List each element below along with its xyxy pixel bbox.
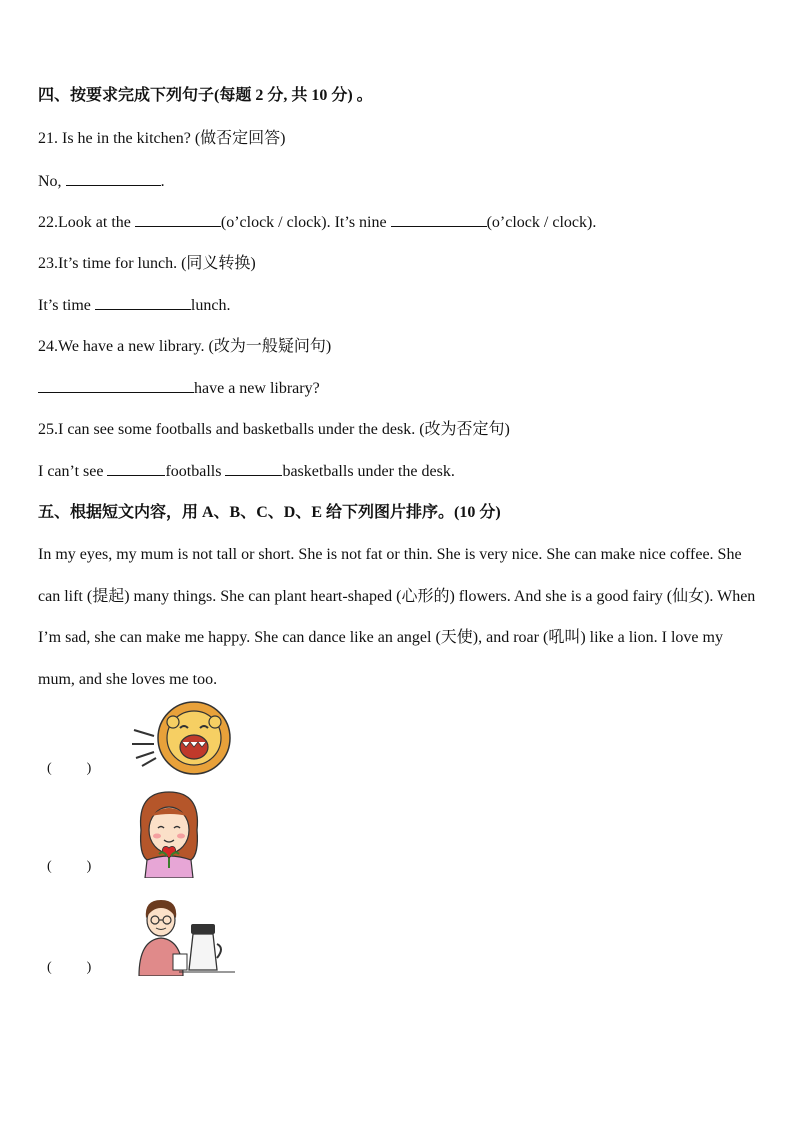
q23-answer-suffix: lunch. bbox=[190, 297, 231, 314]
q24-answer-line bbox=[38, 378, 320, 399]
q21-answer-prefix: No, bbox=[38, 173, 62, 190]
q24-blank[interactable] bbox=[38, 378, 194, 393]
q21-prompt: 21. Is he in the kitchen? (做否定回答) bbox=[38, 130, 286, 147]
q25-blank-1[interactable] bbox=[107, 461, 165, 476]
roaring-lion-picture bbox=[130, 700, 234, 778]
section5-heading: 五、根据短文内容，用 A、B、C、D、E 给下列图片排序。(10 分) bbox=[38, 504, 501, 521]
q25-blank-2[interactable] bbox=[225, 461, 282, 476]
section5-passage: In my eyes, my mum is not tall or short. She is not fat or thin. She is very nice. She can make nice coffee. She can lift (提起) many things. She can plant heart-shaped (心形的) flowers. And she is a good fairy (仙女). When I’m sad, she can make me happy. She can dance like an angel (天使), and roar (吼叫) like a lion. I love my mum, and she loves me too. bbox=[38, 546, 756, 689]
roar-lines-icon bbox=[132, 730, 156, 766]
woman-making-coffee-picture bbox=[131, 894, 235, 976]
coffee-maker-icon bbox=[173, 924, 235, 972]
q25-answer-line bbox=[38, 461, 455, 482]
q24-answer-suffix: have a new library? bbox=[194, 380, 320, 397]
q22-part3: (o’clock / clock). bbox=[486, 214, 597, 231]
section4-heading: 四、按要求完成下列句子(每题 2 分, 共 10 分) 。 bbox=[38, 87, 373, 104]
q23-blank[interactable] bbox=[95, 295, 191, 310]
q25-answer-part2: footballs bbox=[165, 463, 222, 480]
q21-blank[interactable] bbox=[66, 171, 161, 186]
q21-answer-suffix: . bbox=[160, 173, 165, 190]
q25-answer-part1: I can’t see bbox=[38, 463, 104, 480]
q23-answer-prefix: It’s time bbox=[38, 297, 91, 314]
q25-answer-part3: basketballs under the desk. bbox=[282, 463, 455, 480]
q24-prompt: 24.We have a new library. (改为一般疑问句) bbox=[38, 338, 332, 355]
answer-bracket-1[interactable]: ( ) bbox=[47, 761, 92, 776]
q25-prompt: 25.I can see some footballs and basketballs under the desk. (改为否定句) bbox=[38, 421, 510, 438]
answer-bracket-2[interactable]: ( ) bbox=[47, 859, 92, 874]
answer-bracket-3[interactable]: ( ) bbox=[47, 960, 92, 975]
q21-answer-line bbox=[38, 171, 165, 192]
q22-part2: (o’clock / clock). It’s nine bbox=[220, 214, 387, 231]
girl-with-flowers-picture bbox=[131, 790, 207, 878]
q23-prompt: 23.It’s time for lunch. (同义转换) bbox=[38, 255, 256, 272]
q22-blank-2[interactable] bbox=[391, 212, 487, 227]
q22-line bbox=[38, 212, 596, 233]
q22-part1: 22.Look at the bbox=[38, 214, 131, 231]
q22-blank-1[interactable] bbox=[135, 212, 221, 227]
q23-answer-line bbox=[38, 295, 230, 316]
